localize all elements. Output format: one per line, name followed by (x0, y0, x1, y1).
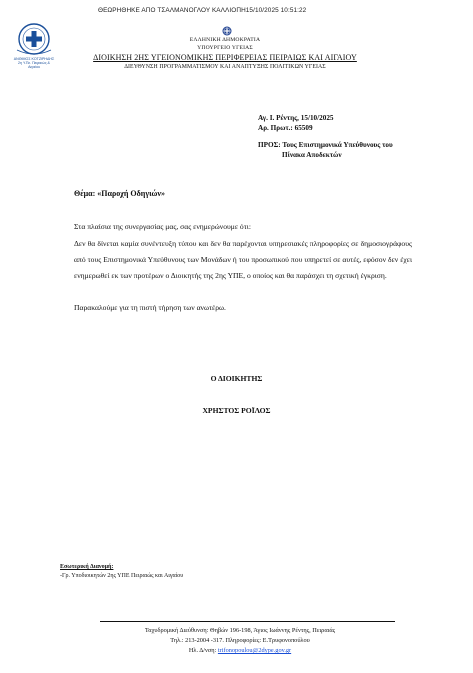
header-line-ministry: ΥΠΟΥΡΓΕΙΟ ΥΓΕΙΑΣ (197, 45, 253, 51)
signature-title: Ο ΔΙΟΙΚΗΤΗΣ (210, 374, 263, 383)
protocol-number: Αρ. Πρωτ.: 65509 (258, 124, 313, 132)
header-line-republic: ΕΛΛΗΝΙΚΗ ΔΗΜΟΚΡΑΤΙΑ (189, 37, 261, 43)
greek-emblem-icon (222, 26, 232, 36)
hospital-seal-icon (12, 22, 56, 56)
place-date: Αγ. Ι. Ρέντης, 15/10/2025 (258, 114, 334, 122)
internal-distribution (60, 563, 183, 581)
internal-distribution-label: Εσωτερική Διανομή: (60, 564, 114, 570)
recipient-line-2: Πίνακα Αποδεκτών (282, 151, 342, 159)
internal-distribution-item: -Γρ. Υποδιοικητών 2ης ΥΠΕ Πειραιώς και Αιγαίου (60, 573, 184, 579)
footer-email-label: Ηλ. Δ/νση: (188, 647, 217, 654)
body-closing: Παρακαλούμε για τη πιστή τήρηση των ανωτέρω. (74, 303, 226, 312)
footer-email-link[interactable]: trifonopoulou@2dype.gov.gr (217, 647, 292, 654)
header-authority: ΔΙΟΙΚΗΣΗ 2ΗΣ ΥΓΕΙΟΝΟΜΙΚΗΣ ΠΕΡΙΦΕΡΕΙΑΣ ΠΕΙΡΑΙΩΣ ΚΑΙ ΑΙΓΑΙΟΥ (93, 53, 357, 62)
footer-address: Ταχυδρομική Διεύθυνση: Θηβών 196-198, Άγιος Ιωάννης Ρέντης, Πειραιάς (144, 627, 336, 634)
hospital-logo (12, 22, 56, 70)
subject-line: Θέμα: «Παροχή Οδηγιών» (74, 189, 165, 198)
body-intro: Στα πλαίσια της συνεργασίας μας, σας ενημερώνουμε ότι: (74, 222, 251, 231)
footer-email-line (80, 646, 400, 656)
footer-phone: Τηλ.: 213-2004 -317. Πληροφορίες: Ε.Τρυφονοπούλου (170, 637, 310, 644)
footer-divider (100, 621, 395, 622)
viewed-stamp: ΘΕΩΡΗΘΗΚΕ ΑΠΟ ΤΣΑΛΜΑΝΟΓΛΟΥ ΚΑΛΛΙΟΠΗ15/10/2025 10:51:22 (98, 7, 307, 14)
signature-name: ΧΡΗΣΤΟΣ ΡΟΪΛΟΣ (202, 406, 271, 415)
logo-caption: ΑΝΘΙΜΟΣ ΚΟΤΖΙΡΗΔΗΣ 2η Υ.Πε. Πειραιώς & Αιγαίου (13, 57, 55, 70)
body-main-paragraph: Δεν θα δίνεται καμία συνέντευξη τύπου και δεν θα παρέχονται υπηρεσιακές πληροφορίες σε δημοσιογράφους από τους Επιστημονικά Υπεύθυνους των Μονάδων ή του προσωπικού που υπηρετεί σε αυτές, εφόσον δεν έχει ενημερωθεί εκ των προτέρων ο Διοικητής της 2ης ΥΠΕ, ο οποίος και θα παράσχει τη σχετική έγκριση. (74, 239, 412, 280)
recipient-block (258, 140, 458, 160)
header-directorate: ΔΙΕΥΘΥΝΣΗ ΠΡΟΓΡΑΜΜΑΤΙΣΜΟΥ ΚΑΙ ΑΝΑΠΤΥΞΗΣ ΠΟΛΙΤΙΚΩΝ ΥΓΕΙΑΣ (124, 64, 326, 70)
recipient-line-1: ΠΡΟΣ: Τους Επιστημονικά Υπεύθυνους του (258, 141, 393, 149)
